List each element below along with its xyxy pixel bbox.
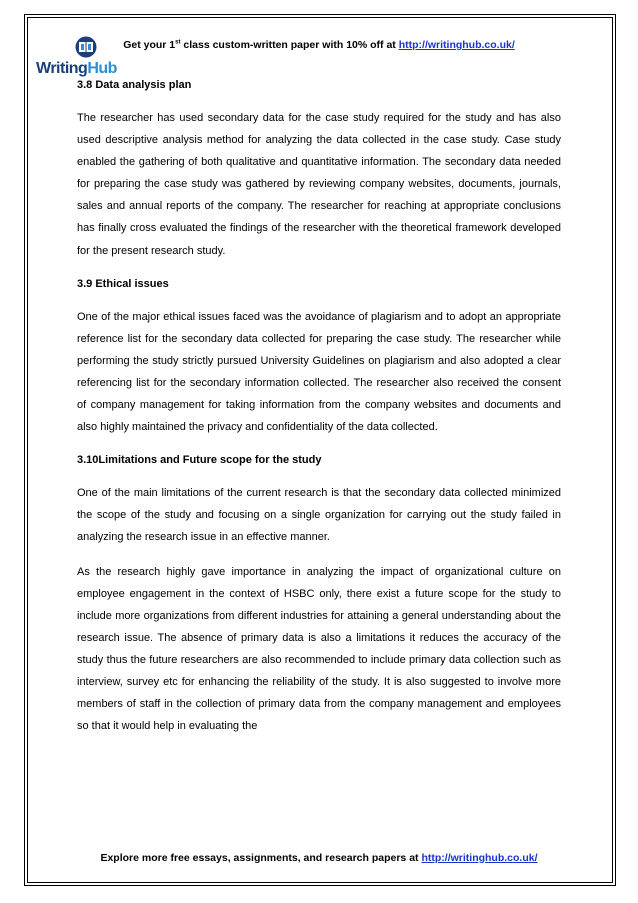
section-heading: 3.8 Data analysis plan (77, 79, 192, 91)
footer-link[interactable]: http://writinghub.co.uk/ (421, 852, 538, 864)
header-link[interactable]: http://writinghub.co.uk/ (398, 39, 515, 51)
footer-banner: Explore more free essays, assignments, and research papers at http://writinghub.co.uk/ (100, 852, 538, 864)
logo-wordmark: WritingHub (36, 60, 117, 77)
paragraph: One of the main limitations of the current research is that the secondary data collected minimized the scope of the study and focusing on a single organization for carrying out the study failed in analyzing the research issue in an effective manner. (77, 487, 561, 544)
paragraph: As the research highly gave importance in analyzing the impact of organizational culture on employee engagement in the context of HSBC only, there exist a future scope for the study to include more organizations from different industries for attaining a general understanding about the research issue. The absence of primary data is also a limitations it reduces the accuracy of the study thus the future researchers are also recommended to include primary data collection such as interview, survey etc for enhancing the reliability of the study. It is also suggested to involve more members of staff in the collection of primary data from the company management and employees so that it would help in evaluating the (77, 565, 561, 733)
document-body (77, 75, 561, 737)
paragraph: The researcher has used secondary data for the case study required for the study and has also used descriptive analysis method for analyzing the data collected in the case study. Case study enabled the gathering of both qualitative and quantitative information. The secondary data needed for preparing the case study was gathered by reviewing company websites, documents, journals, sales and annual reports of the company. The researcher for reaching at appropriate conclusions has finally cross evaluated the findings of the researcher with the theoretical framework developed for the present research study. (77, 112, 561, 257)
section-heading: 3.10Limitations and Future scope for the study (77, 454, 322, 467)
section-heading: 3.9 Ethical issues (77, 277, 169, 290)
header-banner: Get your 1st class custom-written paper with 10% off at http://writinghub.co.uk/ (123, 39, 515, 51)
paragraph: One of the major ethical issues faced was the avoidance of plagiarism and to adopt an appropriate reference list for the secondary data collected for preparing the case study. The researcher while performing the study strictly pursued University Guidelines on plagiarism and also adopted a clear referencing list for the secondary information collected. The researcher also received the consent of company management for taking information from the company websites and documents and also highly maintained the privacy and confidentiality of the data collected. (77, 310, 561, 434)
